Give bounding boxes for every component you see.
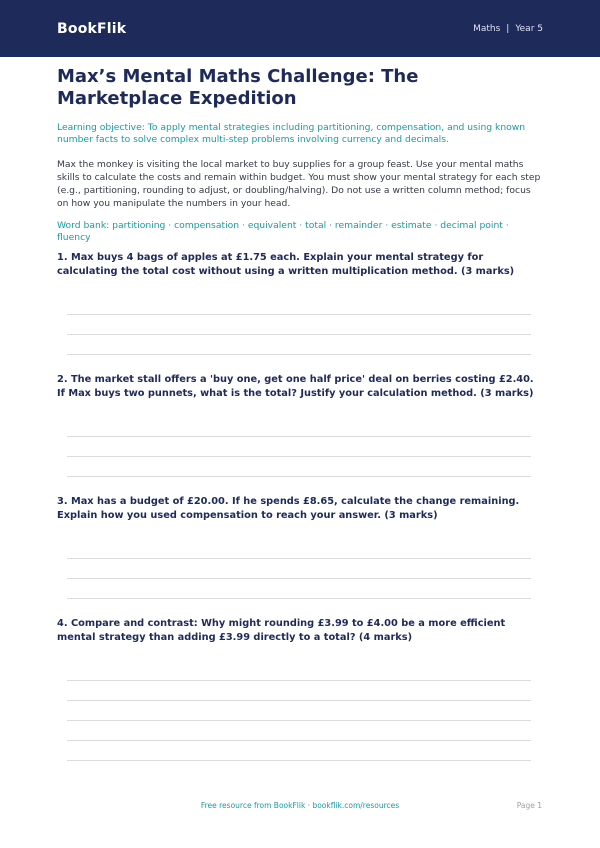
page-header xyxy=(0,0,600,57)
page-footer xyxy=(0,801,600,815)
word-bank: Word bank: partitioning · compensation · equivalent · total · remainder · estimate · decimal point · fluency xyxy=(57,220,509,243)
answer-line[interactable] xyxy=(67,598,531,599)
footer-source-link[interactable]: Free resource from BookFlik · bookflik.com/resources xyxy=(200,801,400,810)
page-number: Page 1 xyxy=(516,801,542,810)
answer-line[interactable] xyxy=(67,680,531,681)
answer-line[interactable] xyxy=(67,720,531,721)
answer-line[interactable] xyxy=(67,558,531,559)
answer-line[interactable] xyxy=(67,476,531,477)
answer-line[interactable] xyxy=(67,436,531,437)
question-4: 4. Compare and contrast: Why might rounding £3.99 to £4.00 be a more efficient mental strategy than adding £3.99 directly to a total? (4 marks) xyxy=(57,618,506,643)
answer-line[interactable] xyxy=(67,740,531,741)
answer-line[interactable] xyxy=(67,760,531,761)
question-2: 2. The market stall offers a 'buy one, get one half price' deal on berries costing £2.40. If Max buys two punnets, what is the total? Justify your calculation method. (3 marks) xyxy=(57,374,534,399)
worksheet-title: Max’s Mental Maths Challenge: The Marketplace Expedition xyxy=(57,66,419,109)
year-label: Year 5 xyxy=(515,23,543,34)
intro-paragraph: Max the monkey is visiting the local market to buy supplies for a group feast. Use your mental maths skills to calculate the costs and remain within budget. You must show your mental strategy for each step (e.g., partitioning, rounding to adjust, or doubling/halving). Do not use a written column method; focus on how you manipulate the numbers in your head. xyxy=(57,159,541,209)
subject-label: Maths xyxy=(473,23,501,34)
question-1: 1. Max buys 4 bags of apples at £1.75 each. Explain your mental strategy for calculating the total cost without using a written multiplication method. (3 marks) xyxy=(57,252,515,277)
subject-year xyxy=(473,24,543,34)
learning-objective: Learning objective: To apply mental strategies including partitioning, compensation, and using known number facts to solve complex multi-step problems involving currency and decimals. xyxy=(57,122,526,145)
answer-line[interactable] xyxy=(67,314,531,315)
answer-line[interactable] xyxy=(67,578,531,579)
answer-line[interactable] xyxy=(67,700,531,701)
meta-separator: | xyxy=(506,23,510,34)
answer-line[interactable] xyxy=(67,354,531,355)
question-3: 3. Max has a budget of £20.00. If he spends £8.65, calculate the change remaining. Explain how you used compensation to reach your answer. (3 marks) xyxy=(57,496,520,521)
answer-line[interactable] xyxy=(67,456,531,457)
brand-logo[interactable]: BookFlik xyxy=(57,20,127,37)
answer-line[interactable] xyxy=(67,334,531,335)
